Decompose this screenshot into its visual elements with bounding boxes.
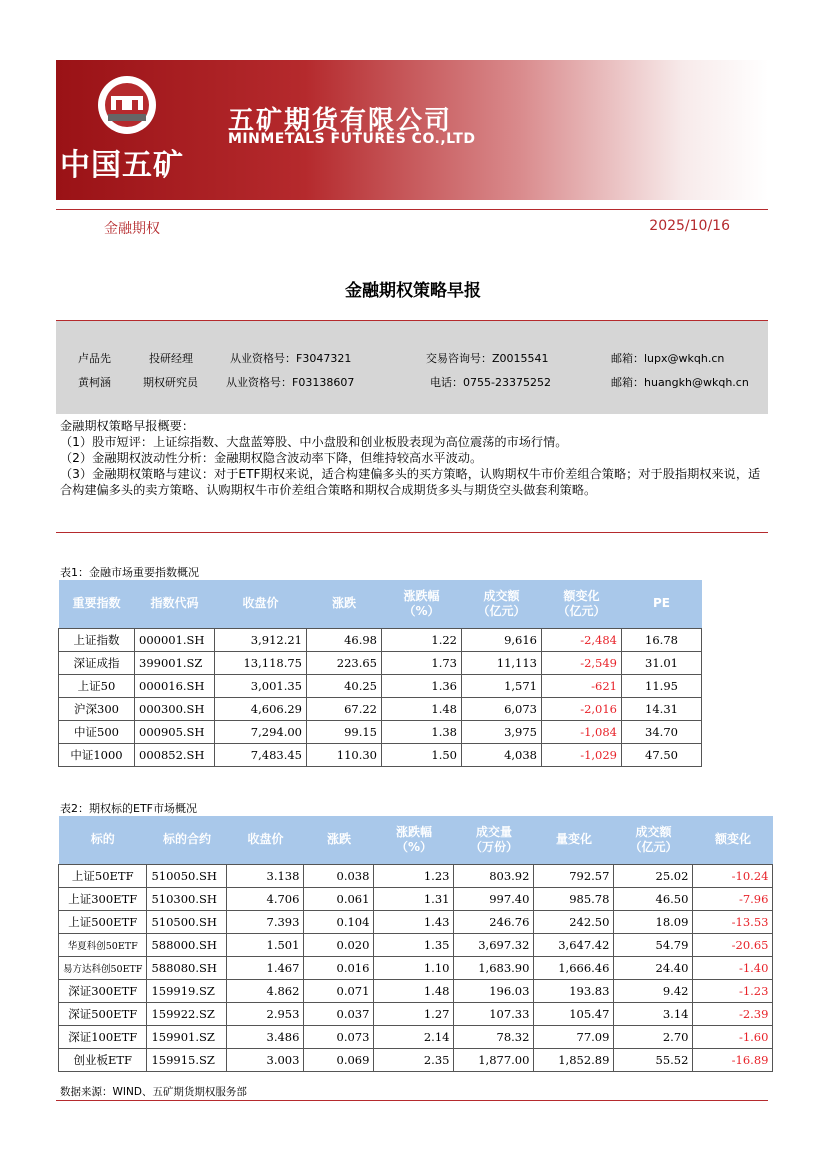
section-label: 金融期权 <box>104 221 160 237</box>
column-header: PE <box>622 580 702 628</box>
table-cell: 0.020 <box>304 933 374 956</box>
column-header: 额变化 （亿元） <box>542 580 622 628</box>
minmetals-logo-icon <box>96 74 158 136</box>
table-cell: 40.25 <box>307 674 382 697</box>
divider <box>56 1100 768 1101</box>
table-cell: 000001.SH <box>135 628 215 651</box>
table-cell: 3,001.35 <box>215 674 307 697</box>
table-cell: 78.32 <box>454 1025 534 1048</box>
table-cell: 105.47 <box>534 1002 614 1025</box>
table-cell: -2,016 <box>542 697 622 720</box>
table-cell: 510050.SH <box>147 864 227 887</box>
table-cell: 6,073 <box>462 697 542 720</box>
column-header: 标的合约 <box>147 816 227 864</box>
table-cell: 1.35 <box>374 933 454 956</box>
divider <box>56 532 768 533</box>
table-cell: 242.50 <box>534 910 614 933</box>
table-cell: 13,118.75 <box>215 651 307 674</box>
table-cell: 中证500 <box>59 720 135 743</box>
table-cell: 上证300ETF <box>59 887 147 910</box>
column-header: 量变化 <box>534 816 614 864</box>
logo-text: 中国五矿 <box>60 148 184 183</box>
column-header: 成交量 （万份） <box>454 816 534 864</box>
table-cell: 1,571 <box>462 674 542 697</box>
column-header: 涨跌 <box>307 580 382 628</box>
table-cell: 上证指数 <box>59 628 135 651</box>
table-cell: 1,683.90 <box>454 956 534 979</box>
table-row <box>59 1025 773 1048</box>
table-cell: 000300.SH <box>135 697 215 720</box>
table-cell: 246.76 <box>454 910 534 933</box>
table-cell: 3.138 <box>227 864 304 887</box>
table-cell: 0.037 <box>304 1002 374 1025</box>
table-cell: -16.89 <box>693 1048 773 1071</box>
table-cell: 2.953 <box>227 1002 304 1025</box>
table-cell: 1.50 <box>382 743 462 766</box>
table-cell: 3.486 <box>227 1025 304 1048</box>
table-cell: 46.50 <box>614 887 693 910</box>
summary <box>60 418 770 498</box>
table-cell: 上证50ETF <box>59 864 147 887</box>
table-cell: -10.24 <box>693 864 773 887</box>
table-cell: 000016.SH <box>135 674 215 697</box>
table-row <box>59 887 773 910</box>
summary-point: （1）股市短评：上证综指数、大盘蓝筹股、中小盘股和创业板股表现为高位震荡的市场行情。 <box>60 435 568 449</box>
column-header: 涨跌 <box>304 816 374 864</box>
table-cell: 4,038 <box>462 743 542 766</box>
table-row <box>59 651 702 674</box>
table-row <box>59 1002 773 1025</box>
table-cell: 3,647.42 <box>534 933 614 956</box>
table-cell: 588080.SH <box>147 956 227 979</box>
table-cell: 77.09 <box>534 1025 614 1048</box>
column-header: 收盘价 <box>215 580 307 628</box>
table-row <box>59 933 773 956</box>
table-cell: 华夏科创50ETF <box>59 933 147 956</box>
column-header: 涨跌幅 （%） <box>382 580 462 628</box>
table-row <box>59 720 702 743</box>
column-header: 重要指数 <box>59 580 135 628</box>
table-row <box>59 628 702 651</box>
table-cell: 46.98 <box>307 628 382 651</box>
table-cell: 创业板ETF <box>59 1048 147 1071</box>
table-row <box>59 864 773 887</box>
table-cell: -1.40 <box>693 956 773 979</box>
table-cell: 易方达科创50ETF <box>59 956 147 979</box>
table-cell: 上证500ETF <box>59 910 147 933</box>
data-source: 数据来源：WIND、五矿期货期权服务部 <box>60 1086 247 1098</box>
table-cell: 510300.SH <box>147 887 227 910</box>
table-cell: 1.36 <box>382 674 462 697</box>
table-cell: -2,549 <box>542 651 622 674</box>
author-license: 从业资格号：F03138607 <box>226 376 355 389</box>
table-cell: 1.467 <box>227 956 304 979</box>
author-box <box>56 320 768 414</box>
table-cell: 399001.SZ <box>135 651 215 674</box>
table-cell: 223.65 <box>307 651 382 674</box>
table-cell: 1.10 <box>374 956 454 979</box>
column-header: 额变化 <box>693 816 773 864</box>
column-header: 成交额 （亿元） <box>614 816 693 864</box>
table-cell: 31.01 <box>622 651 702 674</box>
table-row <box>59 697 702 720</box>
table-cell: 3.003 <box>227 1048 304 1071</box>
etf-table <box>58 816 773 1072</box>
author-email: 邮箱：lupx@wkqh.cn <box>611 352 725 365</box>
table-cell: 4.862 <box>227 979 304 1002</box>
table-cell: 4.706 <box>227 887 304 910</box>
table-cell: 1.48 <box>374 979 454 1002</box>
table-cell: 3,912.21 <box>215 628 307 651</box>
table-cell: 3,697.32 <box>454 933 534 956</box>
table-cell: 193.83 <box>534 979 614 1002</box>
table-row <box>59 743 702 766</box>
table-cell: 3.14 <box>614 1002 693 1025</box>
table-cell: -621 <box>542 674 622 697</box>
table-cell: 510500.SH <box>147 910 227 933</box>
table-cell: 0.061 <box>304 887 374 910</box>
author-license: 从业资格号：F3047321 <box>230 352 352 365</box>
table-cell: 985.78 <box>534 887 614 910</box>
table-cell: 1.43 <box>374 910 454 933</box>
table-cell: 47.50 <box>622 743 702 766</box>
table-cell: 67.22 <box>307 697 382 720</box>
divider <box>56 209 768 210</box>
column-header: 指数代码 <box>135 580 215 628</box>
table-cell: 0.104 <box>304 910 374 933</box>
column-header: 标的 <box>59 816 147 864</box>
table-cell: 1,877.00 <box>454 1048 534 1071</box>
table-cell: 11,113 <box>462 651 542 674</box>
table-cell: 0.071 <box>304 979 374 1002</box>
table-cell: -1.23 <box>693 979 773 1002</box>
table-cell: -2,484 <box>542 628 622 651</box>
table-cell: 24.40 <box>614 956 693 979</box>
table-cell: 997.40 <box>454 887 534 910</box>
table-cell: 2.70 <box>614 1025 693 1048</box>
table-cell: 1.38 <box>382 720 462 743</box>
table-cell: 7,294.00 <box>215 720 307 743</box>
table-cell: 159919.SZ <box>147 979 227 1002</box>
column-header: 收盘价 <box>227 816 304 864</box>
table-cell: 1.501 <box>227 933 304 956</box>
table-cell: 14.31 <box>622 697 702 720</box>
report-date: 2025/10/16 <box>649 218 730 234</box>
table-cell: 803.92 <box>454 864 534 887</box>
summary-heading: 金融期权策略早报概要： <box>60 419 195 433</box>
table-cell: 196.03 <box>454 979 534 1002</box>
page-title: 金融期权策略早报 <box>345 281 481 301</box>
table-cell: 0.038 <box>304 864 374 887</box>
table-cell: 2.35 <box>374 1048 454 1071</box>
table-row <box>59 956 773 979</box>
table-cell: 159915.SZ <box>147 1048 227 1071</box>
table-cell: 0.069 <box>304 1048 374 1071</box>
table-cell: 1.27 <box>374 1002 454 1025</box>
table-cell: 1,852.89 <box>534 1048 614 1071</box>
table-cell: 深证500ETF <box>59 1002 147 1025</box>
table-cell: -1,084 <box>542 720 622 743</box>
table-cell: 0.016 <box>304 956 374 979</box>
table-cell: 159922.SZ <box>147 1002 227 1025</box>
table-cell: 1.73 <box>382 651 462 674</box>
author-email: 邮箱：huangkh@wkqh.cn <box>611 376 749 389</box>
table-row <box>59 910 773 933</box>
table-row <box>59 674 702 697</box>
table1-caption: 表1：金融市场重要指数概况 <box>60 566 199 579</box>
author-role: 期权研究员 <box>143 376 198 389</box>
author-contact: 电话：0755-23375252 <box>430 376 551 389</box>
table-cell: 110.30 <box>307 743 382 766</box>
company-name-cn: 五矿期货有限公司 <box>228 106 453 136</box>
index-table <box>58 580 702 767</box>
table-cell: 588000.SH <box>147 933 227 956</box>
table-cell: -1,029 <box>542 743 622 766</box>
table-row <box>59 979 773 1002</box>
table-cell: -2.39 <box>693 1002 773 1025</box>
summary-point: （3）金融期权策略与建议：对于ETF期权来说，适合构建偏多头的买方策略，认购期权牛市价差组合策略；对于股指期权来说，适合构建偏多头的卖方策略、认购期权牛市价差组合策略和期权合成期货多头与期货空头做套利策略。 <box>60 467 761 497</box>
table-cell: 4,606.29 <box>215 697 307 720</box>
table-cell: 000852.SH <box>135 743 215 766</box>
table-cell: 7,483.45 <box>215 743 307 766</box>
table-cell: 34.70 <box>622 720 702 743</box>
table-cell: 159901.SZ <box>147 1025 227 1048</box>
author-contact: 交易咨询号：Z0015541 <box>426 352 549 365</box>
table-cell: 1.22 <box>382 628 462 651</box>
author-name: 黄柯涵 <box>78 376 111 389</box>
table-cell: -13.53 <box>693 910 773 933</box>
table-cell: 0.073 <box>304 1025 374 1048</box>
table-cell: 1,666.46 <box>534 956 614 979</box>
column-header: 成交额 （亿元） <box>462 580 542 628</box>
table-cell: 000905.SH <box>135 720 215 743</box>
table-cell: 上证50 <box>59 674 135 697</box>
table-cell: 25.02 <box>614 864 693 887</box>
table-cell: 2.14 <box>374 1025 454 1048</box>
column-header: 涨跌幅 （%） <box>374 816 454 864</box>
table-cell: -7.96 <box>693 887 773 910</box>
table2-caption: 表2：期权标的ETF市场概况 <box>60 802 197 815</box>
table-cell: 16.78 <box>622 628 702 651</box>
table-cell: 沪深300 <box>59 697 135 720</box>
table-cell: 深证成指 <box>59 651 135 674</box>
table-cell: 3,975 <box>462 720 542 743</box>
table-cell: -20.65 <box>693 933 773 956</box>
table-cell: 7.393 <box>227 910 304 933</box>
table-cell: 1.48 <box>382 697 462 720</box>
table-row <box>59 1048 773 1071</box>
table-cell: 11.95 <box>622 674 702 697</box>
table-cell: 1.31 <box>374 887 454 910</box>
table-cell: 18.09 <box>614 910 693 933</box>
table-cell: 9,616 <box>462 628 542 651</box>
table-cell: 深证300ETF <box>59 979 147 1002</box>
table-cell: -1.60 <box>693 1025 773 1048</box>
author-name: 卢品先 <box>78 352 111 365</box>
author-role: 投研经理 <box>149 352 193 365</box>
table-cell: 55.52 <box>614 1048 693 1071</box>
table-cell: 107.33 <box>454 1002 534 1025</box>
table-cell: 9.42 <box>614 979 693 1002</box>
table-cell: 792.57 <box>534 864 614 887</box>
summary-point: （2）金融期权波动性分析：金融期权隐含波动率下降，但维持较高水平波动。 <box>60 451 483 465</box>
table-cell: 1.23 <box>374 864 454 887</box>
table-cell: 中证1000 <box>59 743 135 766</box>
table-cell: 99.15 <box>307 720 382 743</box>
company-name-en: MINMETALS FUTURES CO.,LTD <box>228 131 476 147</box>
table-cell: 54.79 <box>614 933 693 956</box>
table-cell: 深证100ETF <box>59 1025 147 1048</box>
